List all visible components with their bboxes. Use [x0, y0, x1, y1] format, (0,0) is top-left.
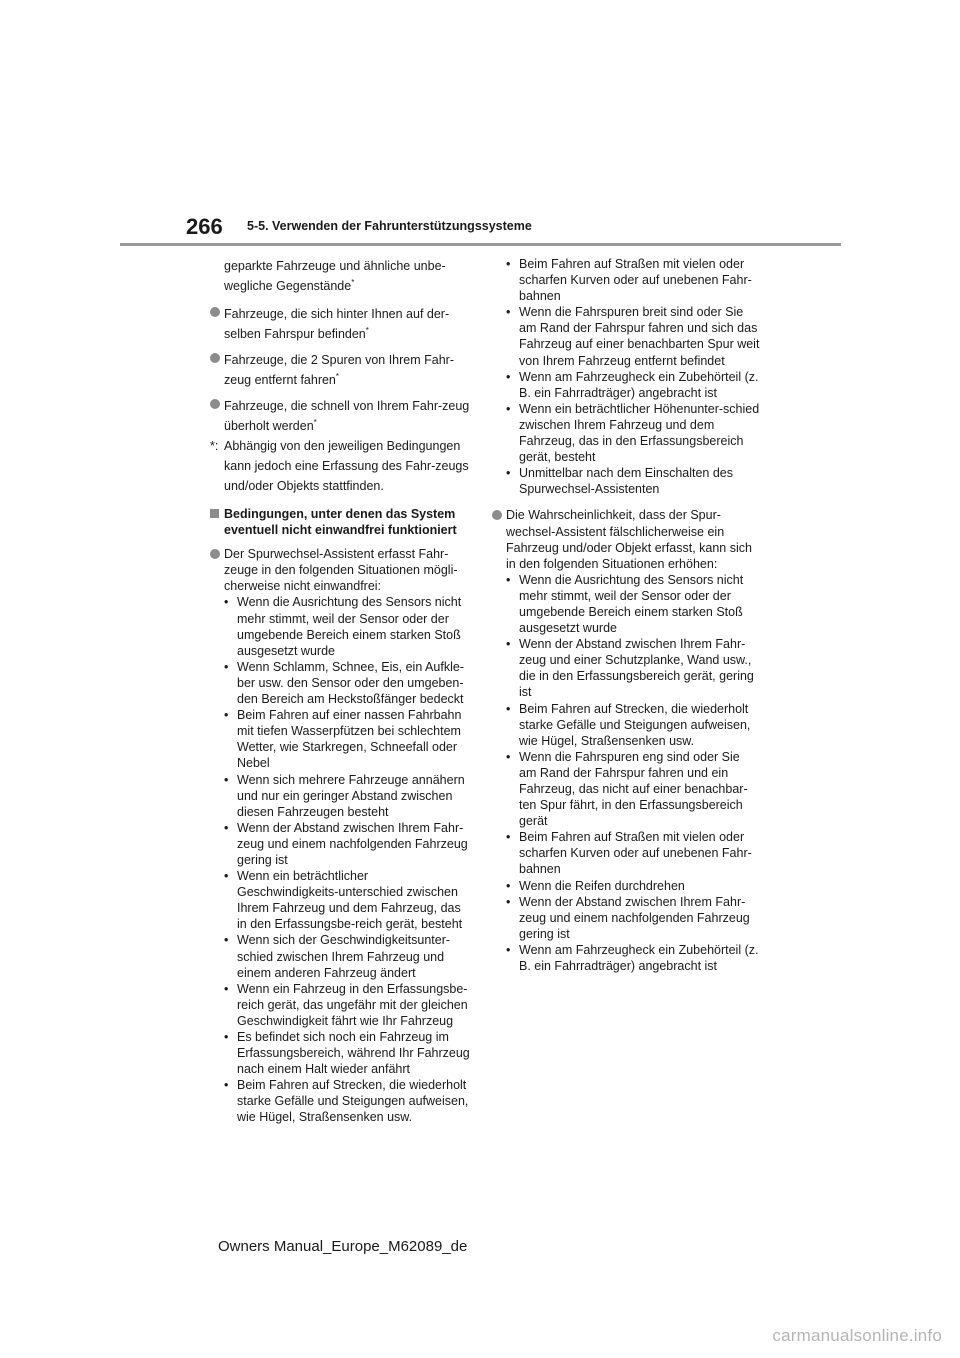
- asterisk-mark: *: [365, 325, 369, 335]
- left-column: [210, 256, 472, 1126]
- bullet-item: • Beim Fahren auf Straßen mit vielen oder scharfen Kurven oder auf unebenen Fahr-bahnen: [506, 829, 760, 877]
- bullet-item: • Wenn der Abstand zwischen Ihrem Fahr-zeug und einem nachfolgenden Fahrzeug gering ist: [224, 820, 472, 868]
- bullet-item: • Wenn die Reifen durchdrehen: [506, 878, 760, 894]
- circle-bullet-icon: [210, 399, 220, 409]
- circle-bullet-icon: [210, 549, 220, 559]
- section-title: 5-5. Verwenden der Fahrunterstützungssysteme: [247, 219, 532, 233]
- bullet-item: • Wenn sich der Geschwindigkeitsunter-schied zwischen Ihrem Fahrzeug und einem anderen Fahrzeug ändert: [224, 932, 472, 980]
- footnote: *: Abhängig von den jeweiligen Bedingungen kann jedoch eine Erfassung des Fahr-zeugs und/oder Objekts stattfinden.: [210, 436, 472, 496]
- circle-bullet-icon: [492, 510, 502, 520]
- watermark: carmanualsonline.info: [772, 1326, 942, 1345]
- bullet-item: • Wenn die Fahrspuren breit sind oder Sie am Rand der Fahrspur fahren und sich das Fahrzeug auf einer benachbarten Spur weit von Ihrem Fahrzeug entfernt befindet: [506, 304, 760, 368]
- bullet-item: • Beim Fahren auf Strecken, die wiederholt starke Gefälle und Steigungen aufweisen, wie Hügel, Straßensenken usw.: [224, 1077, 472, 1125]
- bullet-list: [492, 572, 760, 974]
- footer-manual-id: Owners Manual_Europe_M62089_de: [218, 1238, 468, 1255]
- footnote-mark: *:: [210, 439, 219, 453]
- asterisk-mark: *: [351, 277, 355, 287]
- bullet-list: [492, 256, 760, 497]
- bullet-item: • Wenn die Fahrspuren eng sind oder Sie am Rand der Fahrspur fahren und ein Fahrzeug, das nicht auf einer benachbar-ten Spur fährt, in den Erfassungsbereich gerät: [506, 749, 760, 829]
- circle-bullet-icon: [210, 307, 220, 317]
- asterisk-mark: *: [335, 371, 340, 381]
- asterisk-mark: *: [313, 417, 317, 427]
- bullet-item: • Beim Fahren auf einer nassen Fahrbahn mit tiefen Wasserpfützen bei schlechtem Wetter, wie Starkregen, Schneefall oder Nebel: [224, 707, 472, 771]
- bullet-item: • Wenn ein beträchtlicher Höhenunter-schied zwischen Ihrem Fahrzeug und dem Fahrzeug, das in den Erfassungsbereich gerät, besteht: [506, 401, 760, 465]
- bullet-item: • Wenn Schlamm, Schnee, Eis, ein Aufkle-ber usw. den Sensor oder den umgeben-den Bereich am Heckstoßfänger bedeckt: [224, 659, 472, 707]
- bullet-item: • Unmittelbar nach dem Einschalten des Spurwechsel-Assistenten: [506, 465, 760, 497]
- bullet-item: • Beim Fahren auf Straßen mit vielen oder scharfen Kurven oder auf unebenen Fahr-bahnen: [506, 256, 760, 304]
- right-column: [492, 256, 760, 974]
- bullet-item: • Wenn der Abstand zwischen Ihrem Fahr-zeug und einer Schutzplanke, Wand usw., die in den Erfassungsbereich gerät, gering ist: [506, 636, 760, 700]
- header-rule: [120, 243, 841, 246]
- list-item: Fahrzeuge, die schnell von Ihrem Fahr-zeug überholt werden*: [210, 396, 472, 436]
- list-item: Die Wahrscheinlichkeit, dass der Spur-wechsel-Assistent fälschlicherweise ein Fahrzeug und/oder Objekt erfasst, kann sich in den folgenden Situationen erhöhen:: [492, 507, 760, 571]
- bullet-item: • Wenn die Ausrichtung des Sensors nicht mehr stimmt, weil der Sensor oder der umgebende Bereich einem starken Stoß ausgesetzt wurde: [506, 572, 760, 636]
- list-item: Fahrzeuge, die sich hinter Ihnen auf der-selben Fahrspur befinden*: [210, 304, 472, 344]
- bullet-item: • Wenn am Fahrzeugheck ein Zubehörteil (z. B. ein Fahrradträger) angebracht ist: [506, 369, 760, 401]
- circle-bullet-icon: [210, 353, 220, 363]
- bullet-item: • Wenn ein Fahrzeug in den Erfassungsbe-reich gerät, das ungefähr mit der gleichen Geschwindigkeit fährt wie Ihr Fahrzeug: [224, 981, 472, 1029]
- bullet-item: • Wenn ein beträchtlicher Geschwindigkeits-unterschied zwischen Ihrem Fahrzeug und dem Fahrzeug, das in den Erfassungsbe-reich gerät, besteht: [224, 868, 472, 932]
- bullet-item: • Wenn am Fahrzeugheck ein Zubehörteil (z. B. ein Fahrradträger) angebracht ist: [506, 942, 760, 974]
- section-heading: Bedingungen, unter denen das System eventuell nicht einwandfrei funktioniert: [210, 506, 472, 538]
- bullet-item: • Es befindet sich noch ein Fahrzeug im Erfassungsbereich, während Ihr Fahrzeug nach einem Halt wieder anfährt: [224, 1029, 472, 1077]
- bullet-item: • Wenn sich mehrere Fahrzeuge annähern und nur ein geringer Abstand zwischen diesen Fahrzeugen besteht: [224, 772, 472, 820]
- list-item: Fahrzeuge, die 2 Spuren von Ihrem Fahr-zeug entfernt fahren*: [210, 350, 472, 390]
- bullet-item: • Wenn der Abstand zwischen Ihrem Fahr-zeug und einem nachfolgenden Fahrzeug gering ist: [506, 894, 760, 942]
- bullet-item: • Wenn die Ausrichtung des Sensors nicht mehr stimmt, weil der Sensor oder der umgebende Bereich einem starken Stoß ausgesetzt wurde: [224, 594, 472, 658]
- page-number: 266: [186, 214, 223, 239]
- list-item: Der Spurwechsel-Assistent erfasst Fahr-zeuge in den folgenden Situationen mögli-cherweise nicht einwandfrei:: [210, 546, 472, 594]
- square-bullet-icon: [210, 509, 219, 518]
- bullet-list: [210, 594, 472, 1125]
- continued-text: geparkte Fahrzeuge und ähnliche unbe-wegliche Gegenstände*: [224, 259, 446, 293]
- bullet-item: • Beim Fahren auf Strecken, die wiederholt starke Gefälle und Steigungen aufweisen, wie Hügel, Straßensenken usw.: [506, 701, 760, 749]
